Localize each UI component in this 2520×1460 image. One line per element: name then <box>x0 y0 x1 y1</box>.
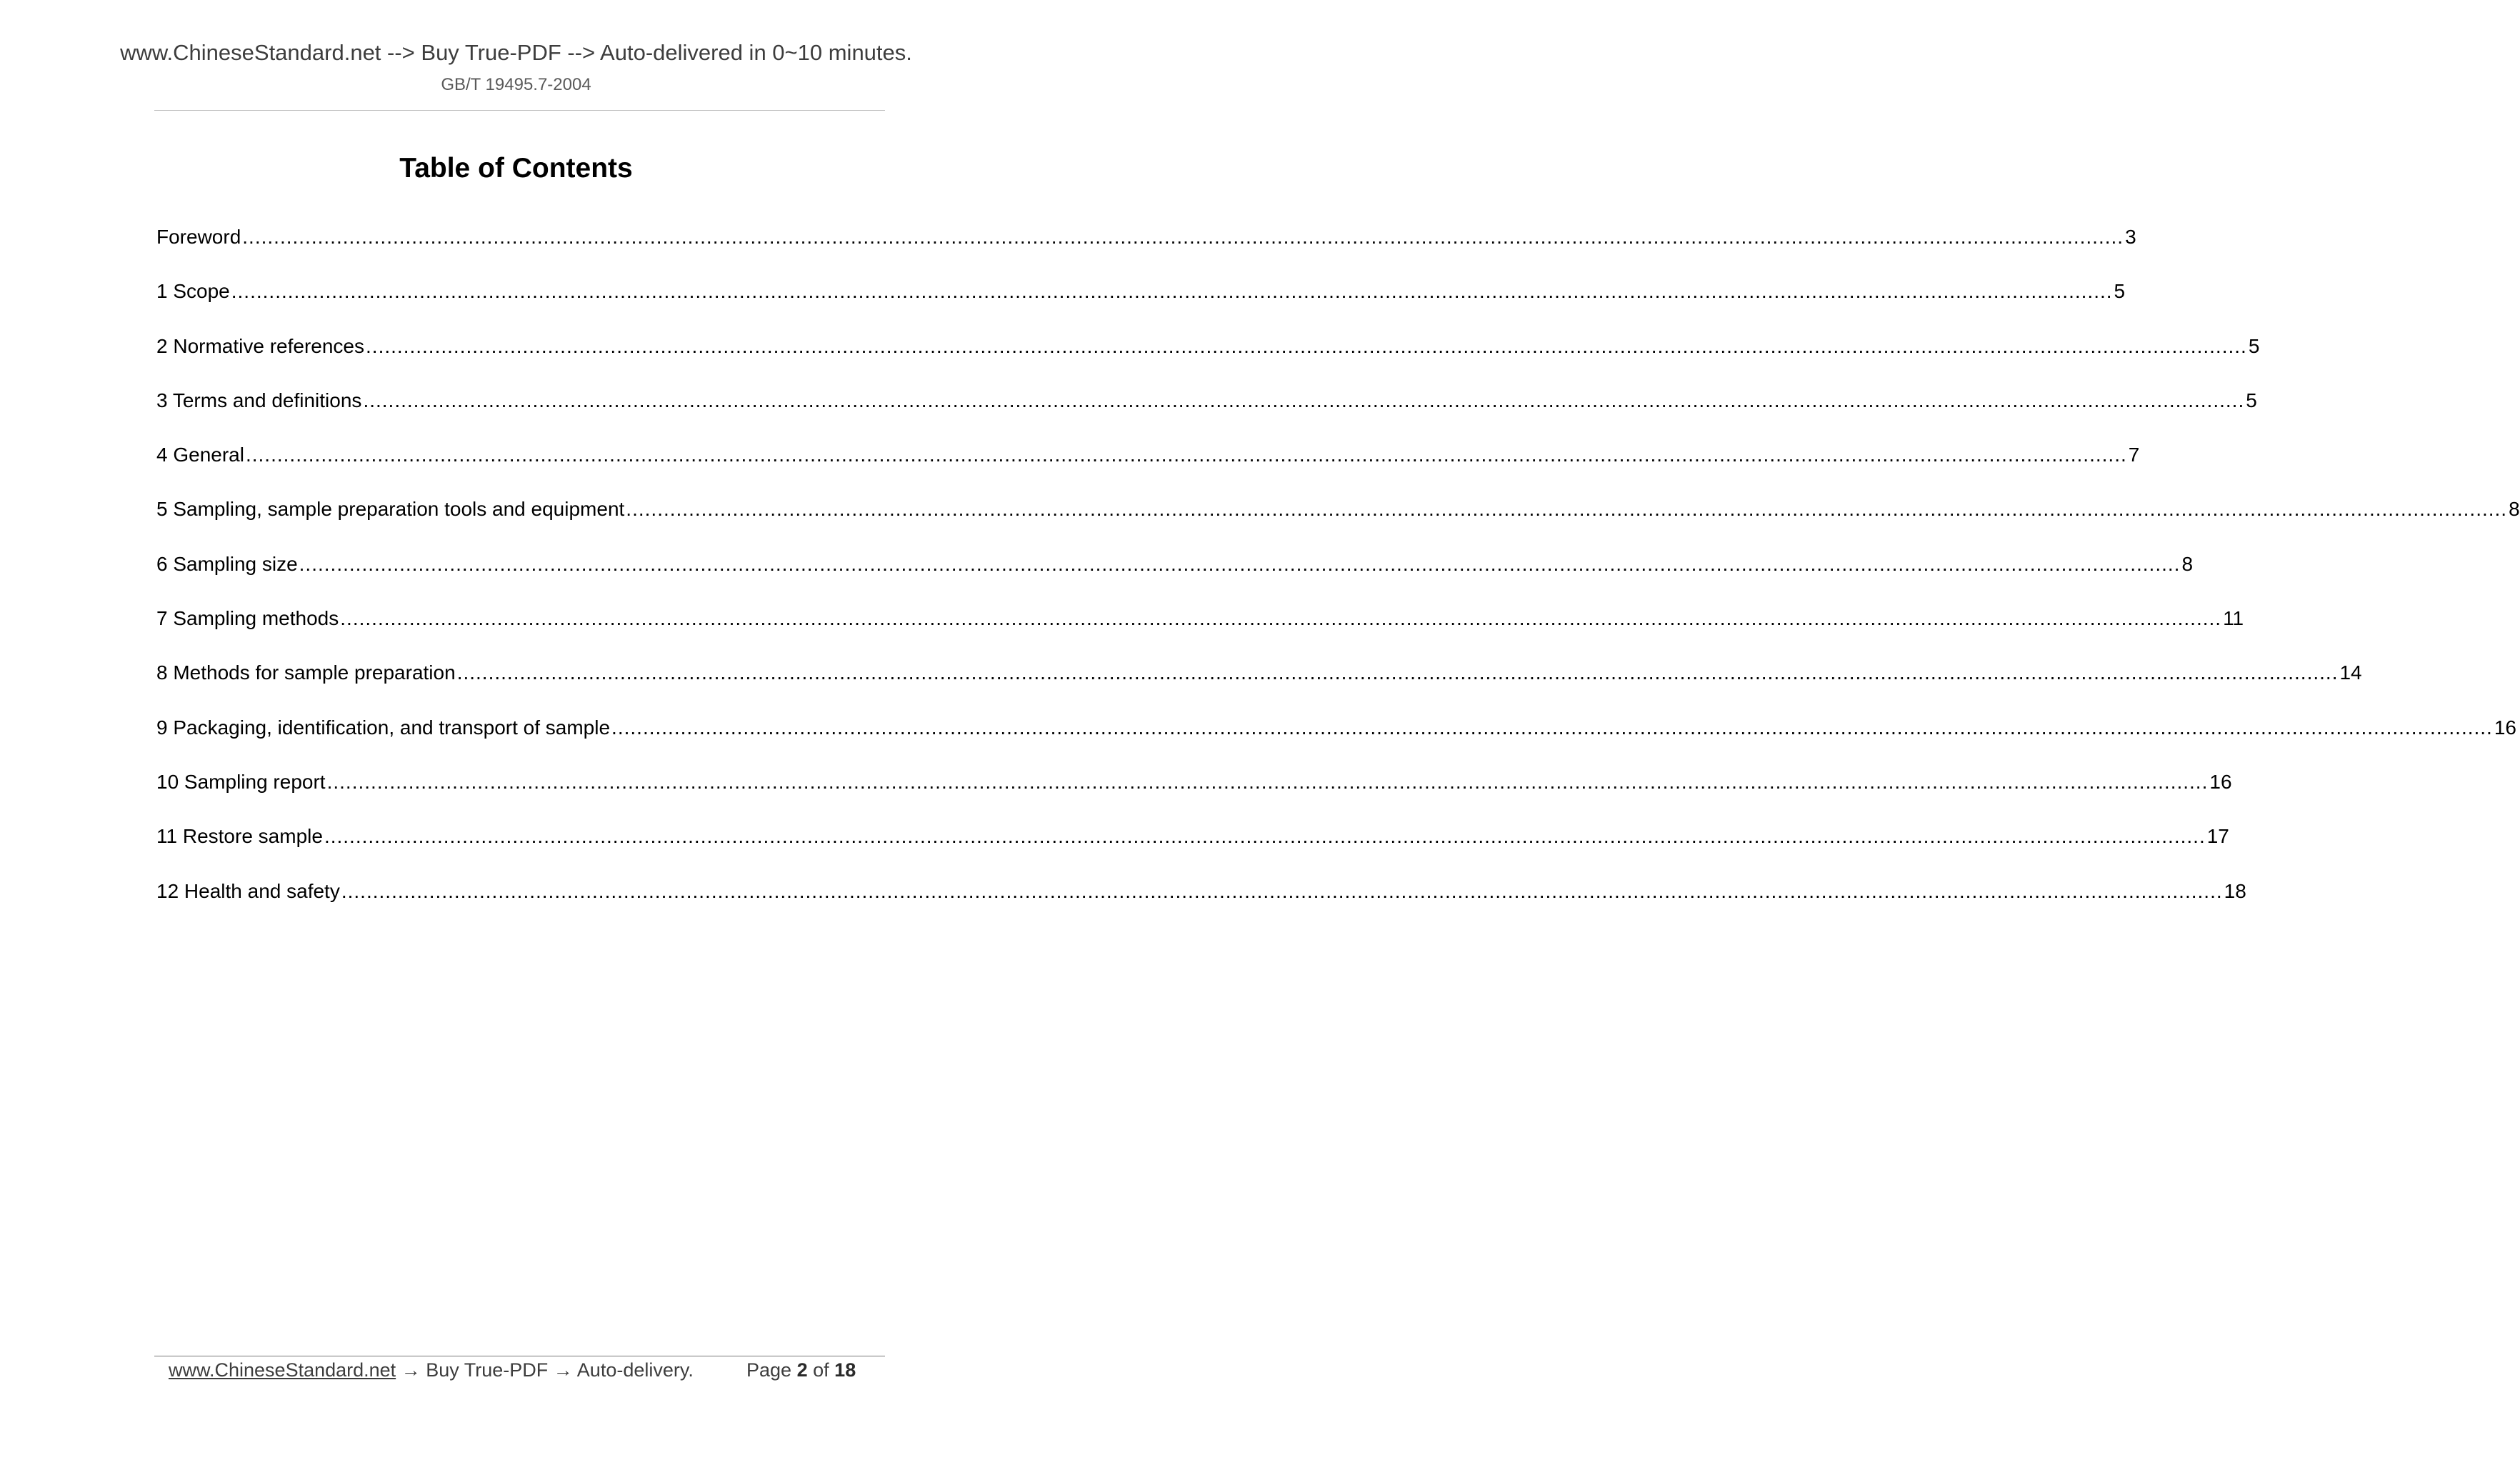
toc-dot-leader: ............................................................................................................................................................................................................................................................................................................ <box>242 226 2124 248</box>
header-banner: www.ChineseStandard.net --> Buy True-PDF --> Auto-delivered in 0~10 minutes. <box>120 40 912 65</box>
toc-entry-label: 1 Scope <box>156 280 230 303</box>
toc-entry[interactable] <box>156 714 2516 768</box>
toc-entry-label: 3 Terms and definitions <box>156 389 362 411</box>
footer-buy-text: Buy True-PDF <box>426 1359 549 1381</box>
toc-entry-page: 5 <box>2114 280 2126 303</box>
toc-entry-page: 8 <box>2509 498 2520 521</box>
toc-entry-label: Foreword <box>156 226 241 248</box>
toc-entry[interactable] <box>156 277 2126 331</box>
toc-entry-label: 11 Restore sample <box>156 825 323 848</box>
toc-entry[interactable] <box>156 332 2260 386</box>
toc-dot-leader: ............................................................................................................................................................................................................................................................................................................ <box>299 552 2181 575</box>
toc-entry[interactable] <box>156 495 2520 549</box>
toc-entry-label: 12 Health and safety <box>156 879 340 902</box>
toc-entry-page: 5 <box>2246 389 2257 411</box>
arrow-right-icon: → <box>401 1359 421 1381</box>
toc-entry-page: 3 <box>2125 226 2136 248</box>
toc-dot-leader: ............................................................................................................................................................................................................................................................................................................ <box>231 280 2113 303</box>
footer-delivery-text: Auto-delivery. <box>576 1359 694 1381</box>
toc-entry-label: 2 Normative references <box>156 334 365 357</box>
toc-dot-leader: ............................................................................................................................................................................................................................................................................................................ <box>363 389 2245 411</box>
toc-entry-label: 10 Sampling report <box>156 770 326 793</box>
toc-entry[interactable] <box>156 223 2136 277</box>
footer-promo <box>169 1359 694 1381</box>
toc-entry[interactable] <box>156 441 2140 495</box>
toc-entry-page: 16 <box>2209 770 2232 793</box>
toc-entry[interactable] <box>156 877 2246 931</box>
toc-entry-label: 8 Methods for sample preparation <box>156 661 456 684</box>
toc-entry-label: 9 Packaging, identification, and transport of sample <box>156 716 611 739</box>
toc-dot-leader: ............................................................................................................................................................................................................................................................................................................ <box>626 498 2508 521</box>
page-word: Page <box>746 1359 792 1381</box>
arrow-right-icon: → <box>553 1359 573 1381</box>
total-page-count: 18 <box>834 1359 856 1381</box>
toc-entry-page: 14 <box>2339 661 2362 684</box>
toc-entry[interactable] <box>156 659 2362 713</box>
toc-entry-label: 4 General <box>156 444 244 466</box>
toc-dot-leader: ............................................................................................................................................................................................................................................................................................................ <box>324 825 2206 848</box>
current-page-number: 2 <box>796 1359 808 1381</box>
table-of-contents <box>156 223 2520 931</box>
toc-entry[interactable] <box>156 604 2244 659</box>
toc-entry-page: 18 <box>2224 879 2246 902</box>
toc-entry-page: 17 <box>2206 825 2229 848</box>
toc-dot-leader: ............................................................................................................................................................................................................................................................................................................ <box>366 334 2247 357</box>
header-divider <box>154 110 885 111</box>
page-indicator <box>746 1359 856 1381</box>
toc-dot-leader: ............................................................................................................................................................................................................................................................................................................ <box>611 716 2493 739</box>
toc-entry-label: 5 Sampling, sample preparation tools and equipment <box>156 498 625 521</box>
toc-entry-label: 6 Sampling size <box>156 552 298 575</box>
footer-site-link[interactable]: www.ChineseStandard.net <box>169 1359 396 1381</box>
toc-dot-leader: ............................................................................................................................................................................................................................................................................................................ <box>326 770 2209 793</box>
toc-entry-page: 5 <box>2248 334 2260 357</box>
toc-entry-page: 8 <box>2181 552 2194 575</box>
toc-entry-label: 7 Sampling methods <box>156 607 339 630</box>
toc-entry-page: 11 <box>2223 607 2244 630</box>
toc-entry[interactable] <box>156 386 2257 441</box>
toc-entry[interactable] <box>156 768 2232 822</box>
document-code: GB/T 19495.7-2004 <box>441 75 591 94</box>
toc-entry[interactable] <box>156 822 2229 876</box>
toc-dot-leader: ............................................................................................................................................................................................................................................................................................................ <box>456 661 2339 684</box>
toc-dot-leader: ............................................................................................................................................................................................................................................................................................................ <box>245 444 2127 466</box>
page-title: Table of Contents <box>399 153 633 184</box>
toc-dot-leader: ............................................................................................................................................................................................................................................................................................................ <box>341 879 2223 902</box>
toc-entry-page: 7 <box>2128 444 2140 466</box>
toc-entry-page: 16 <box>2494 716 2516 739</box>
of-word: of <box>813 1359 829 1381</box>
toc-dot-leader: ............................................................................................................................................................................................................................................................................................................ <box>340 607 2222 630</box>
toc-entry[interactable] <box>156 550 2194 604</box>
